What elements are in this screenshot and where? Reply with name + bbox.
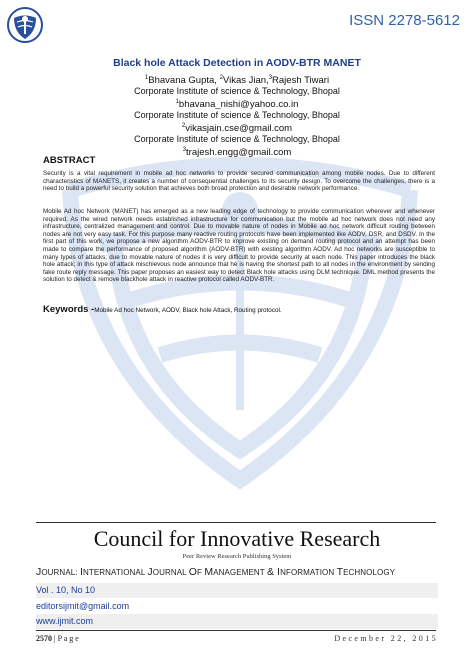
author-affiliation: Corporate Institute of science & Technology, Bhopal: [134, 110, 340, 121]
paper-title: Black hole Attack Detection in AODV-BTR MANET: [113, 57, 361, 69]
abstract-heading: ABSTRACT: [43, 155, 96, 166]
website-link[interactable]: www.ijmit.com: [36, 616, 94, 626]
editor-email-link[interactable]: editorsijmit@gmail.com: [36, 601, 130, 611]
volume-info: Vol . 10, No 10: [36, 585, 96, 595]
journal-emblem-watermark: [40, 150, 440, 490]
peer-review-tagline: Peer Review Research Publishing System: [182, 553, 292, 560]
journal-logo-icon: [6, 6, 44, 44]
divider: [36, 630, 436, 631]
divider: [36, 522, 436, 523]
abstract-paragraph: Security is a vital requirement in mobile ad hoc networks to provide secured communication among mobile nodes. Due to different characteristics of MANETS, it creates a number of consequential challenges to its security design. To overcome the challenges, there is a need to build a powerful security solution that achieves both broad protection and desirable network performance.: [43, 170, 435, 193]
keywords-label: Keywords -: [43, 304, 95, 315]
author-email[interactable]: $^3$trajesh.engg@gmail.com: [182, 147, 292, 159]
author-email[interactable]: $^2$vikasjain.cse@gmail.com: [181, 123, 293, 135]
page-number: 2570 | P a g e: [36, 634, 79, 643]
volume-band: [36, 583, 438, 598]
author-block: [0, 73, 474, 159]
abstract-paragraph: Mobile Ad hoc Network (MANET) has emerged as a new leading edge of technology to provide communication wherever and whenever required. As the wired network needs established infrastructure for communication but the mobile ad hoc network does not need any infrastructure, centralized management and control. Due to movable nature of nodes in Mobile ad hoc network difficult routing between nodes are not very easy task. For this purpose many reactive routing protocols have been implemented like AODV, DSR, and DSDV. In the first part of this work, we propose a new algorithm AODV-BTR to improve existing on demand routing protocol and an attempt has been made to compare the performance of proposed algorithm (AODV-BTR) with existing algorithm AODV. Ad hoc networks are susceptible to many types of attacks; due to movable nature of nodes it is very difficult to provide security at each node. This paper introduces the black hole attack; in this type of attack mischievous node announce that he is having the shortest path to all nodes in the environment by sending fake route reply message. This paper proposes an easiest way to detect Black hole attacks using DLM technique. DML method presents the solution to detect & remove blackhole attack in reactive protocol called AODV-BTR.: [43, 208, 435, 284]
keywords-text: Mobile Ad hoc Network, AODV, Black hole Attack, Routing protocol.: [94, 307, 282, 314]
keywords-line: [43, 304, 282, 315]
issn-number: ISSN 2278-5612: [349, 12, 460, 29]
journal-name: JOURNAL: INTERNATIONAL JOURNAL OF MANAGEMENT & INFORMATION TECHNOLOGY: [36, 566, 396, 578]
publication-date: December 22, 2015: [334, 634, 438, 643]
author-affiliation: Corporate Institute of science & Technology, Bhopal: [134, 86, 340, 97]
author-affiliation: Corporate Institute of science & Technology, Bhopal: [134, 134, 340, 145]
author-names: $^1$Bhavana Gupta, $^2$Vikas Jian,$^3$Rajesh Tiwari: [144, 75, 330, 87]
author-email[interactable]: $^1$bhavana_nishi@yahoo.co.in: [175, 99, 299, 111]
website-band: [36, 614, 438, 629]
council-heading: Council for Innovative Research: [93, 526, 381, 551]
